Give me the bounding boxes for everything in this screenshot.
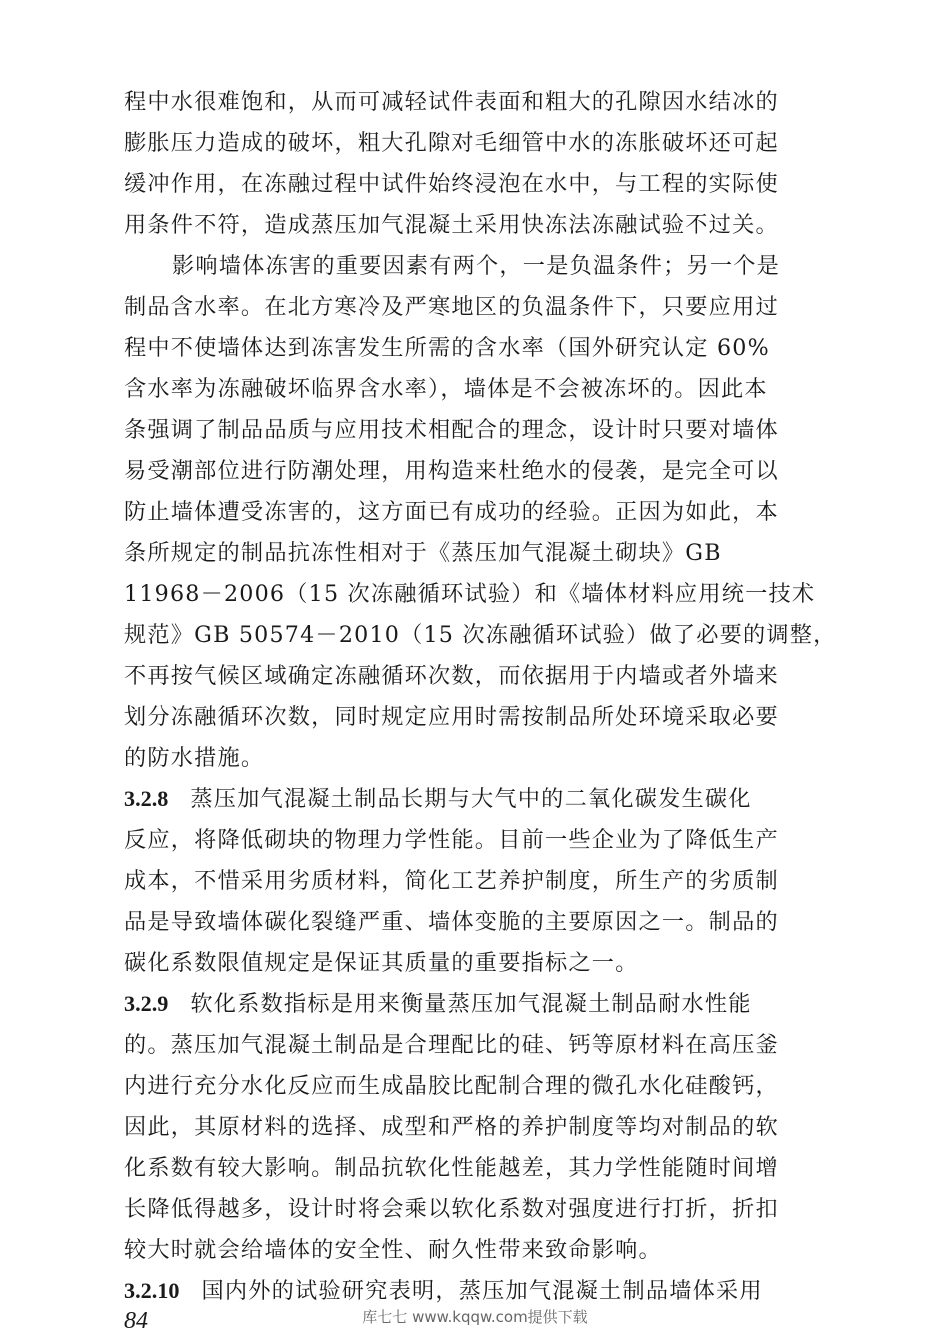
section-number: 3.2.8 [124,786,169,811]
text-line: 碳化系数限值规定是保证其质量的重要指标之一。 [124,950,639,976]
text-line: 软化系数指标是用来衡量蒸压加气混凝土制品耐水性能 [190,991,752,1017]
text-line: 程中不使墙体达到冻害发生所需的含水率（国外研究认定 60% [124,335,770,361]
text-line: 程中水很难饱和，从而可减轻试件表面和粗大的孔隙因水结冰的 [124,89,779,115]
text-line: 国内外的试验研究表明，蒸压加气混凝土制品墙体采用 [201,1278,763,1304]
text-line: 影响墙体冻害的重要因素有两个，一是负温条件；另一个是 [172,253,781,279]
section-number: 3.2.10 [124,1278,180,1303]
text-line: 蒸压加气混凝土制品长期与大气中的二氧化碳发生碳化 [190,786,752,812]
text-line: 条强调了制品品质与应用技术相配合的理念，设计时只要对墙体 [124,417,779,443]
section-line [124,984,824,1024]
text-line: 易受潮部位进行防潮处理，用构造来杜绝水的侵袭，是完全可以 [124,458,779,484]
section-line [124,779,824,819]
text-line: 缓冲作用，在冻融过程中试件始终浸泡在水中，与工程的实际使 [124,171,779,197]
section-line [124,1271,824,1311]
text-line: 不再按气候区域确定冻融循环次数，而依据用于内墙或者外墙来 [124,663,779,689]
page-number: 84 [124,1308,148,1334]
text-line: 制品含水率。在北方寒冷及严寒地区的负温条件下，只要应用过 [124,294,779,320]
text-line: 因此，其原材料的选择、成型和严格的养护制度等均对制品的软 [124,1114,779,1140]
text-line: 反应，将降低砌块的物理力学性能。目前一些企业为了降低生产 [124,827,779,853]
text-line: 膨胀压力造成的破坏，粗大孔隙对毛细管中水的冻胀破坏还可起 [124,130,779,156]
text-line: 较大时就会给墙体的安全性、耐久性带来致命影响。 [124,1237,662,1263]
text-line: 含水率为冻融破坏临界含水率），墙体是不会被冻坏的。因此本 [124,376,768,402]
text-line: 成本，不惜采用劣质材料，简化工艺养护制度，所生产的劣质制 [124,868,779,894]
text-line: 化系数有较大影响。制品抗软化性能越差，其力学性能随时间增 [124,1155,779,1181]
text-line: 用条件不符，造成蒸压加气混凝土采用快冻法冻融试验不过关。 [124,212,779,238]
text-line: 防止墙体遭受冻害的，这方面已有成功的经验。正因为如此，本 [124,499,779,525]
text-line: 的防水措施。 [124,745,265,771]
text-line: 划分冻融循环次数，同时规定应用时需按制品所处环境采取必要 [124,704,779,730]
text-line: 条所规定的制品抗冻性相对于《蒸压加气混凝土砌块》GB [124,540,722,566]
text-line: 长降低得越多，设计时将会乘以软化系数对强度进行打折，折扣 [124,1196,779,1222]
text-line: 的。蒸压加气混凝土制品是合理配比的硅、钙等原材料在高压釜 [124,1032,779,1058]
section-number: 3.2.9 [124,991,169,1016]
text-line: 11968－2006（15 次冻融循环试验）和《墙体材料应用统一技术 [124,581,816,607]
watermark: 库七七 www.kqqw.com提供下载 [362,1308,588,1326]
text-line: 内进行充分水化反应而生成晶胶比配制合理的微孔水化硅酸钙， [124,1073,779,1099]
text-line: 规范》GB 50574－2010（15 次冻融循环试验）做了必要的调整， [124,622,837,648]
text-line: 品是导致墙体碳化裂缝严重、墙体变脆的主要原因之一。制品的 [124,909,779,935]
